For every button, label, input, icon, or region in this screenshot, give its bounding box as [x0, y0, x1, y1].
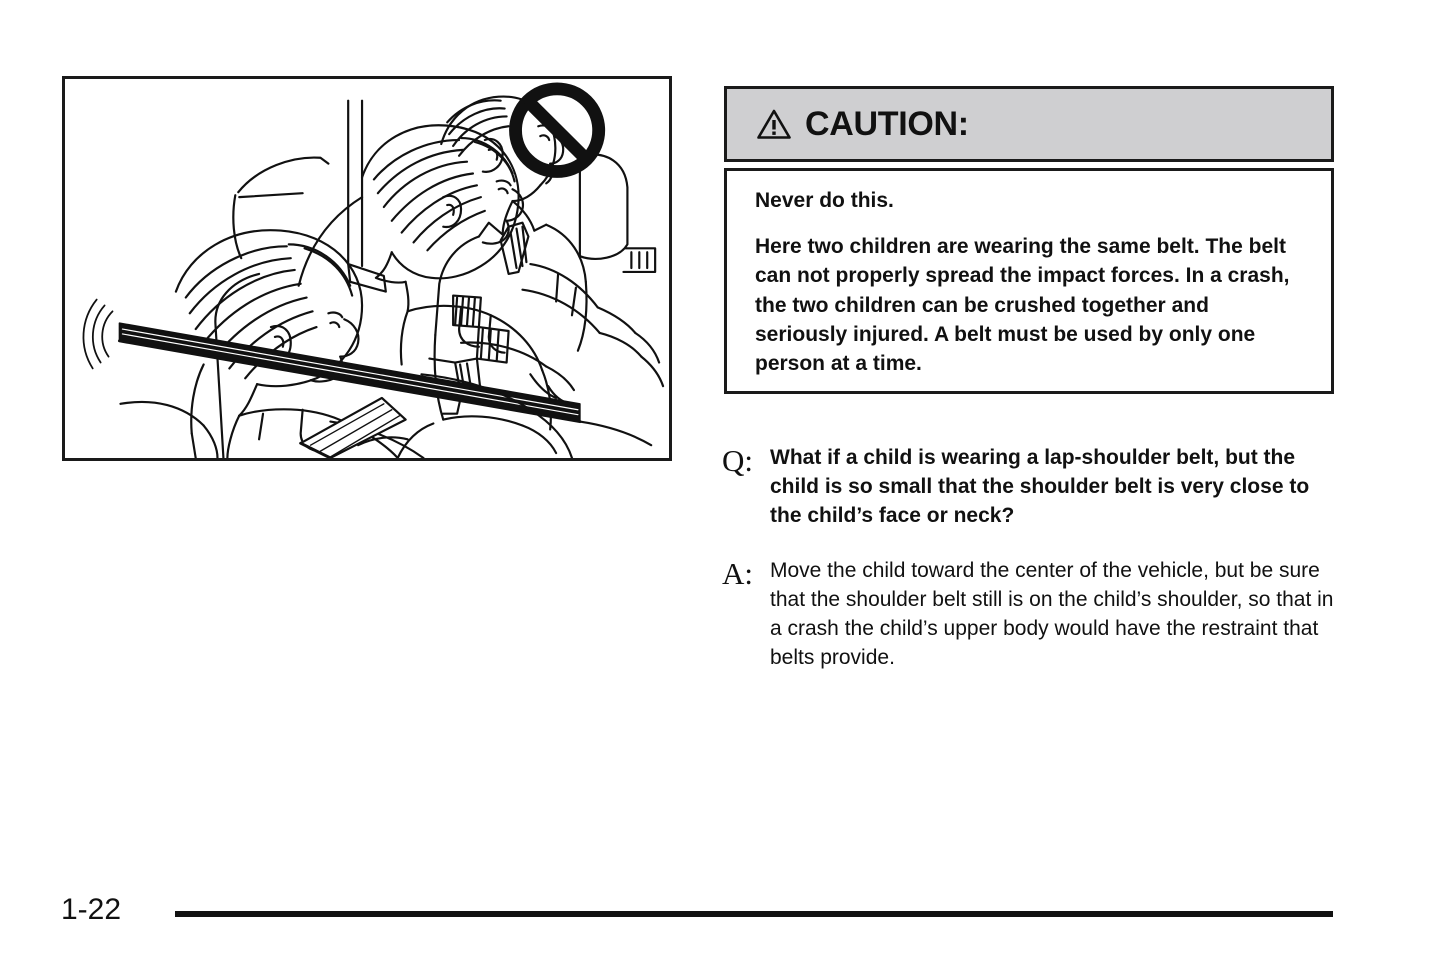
question-text: What if a child is wearing a lap-shoulder belt, but the child is so small that the shoulder belt is very close to the child’s face or neck? [770, 446, 1310, 527]
page-number: 1-22 [61, 893, 122, 926]
footer-rule [175, 911, 1333, 917]
caution-header [724, 86, 1334, 162]
question-marker: Q: [722, 443, 753, 478]
warning-triangle-icon [757, 109, 791, 139]
caution-lead-text: Never do this. [755, 189, 894, 212]
answer-text: Move the child toward the center of the vehicle, but be sure that the shoulder belt still is on the child’s shoulder, so that in a crash the child’s upper body would have the restraint that belts provide. [770, 558, 1334, 669]
page-footer [0, 893, 1445, 933]
caution-title: CAUTION: [805, 105, 969, 143]
caution-header-inner [757, 107, 969, 141]
qa-answer-row [722, 557, 1337, 673]
illustration-panel [62, 76, 672, 461]
qa-question-row [722, 444, 1337, 531]
caution-body-text: Here two children are wearing the same belt. The belt can not properly spread the impact forces. In a crash, the two children can be crushed together and seriously injured. A belt must be used by only one person at a time. [755, 234, 1290, 376]
answer-marker: A: [722, 555, 753, 591]
qa-block [722, 444, 1337, 673]
caution-body [724, 168, 1334, 394]
no-symbol-icon [516, 89, 599, 172]
seat-belt-misuse-illustration [65, 79, 669, 458]
